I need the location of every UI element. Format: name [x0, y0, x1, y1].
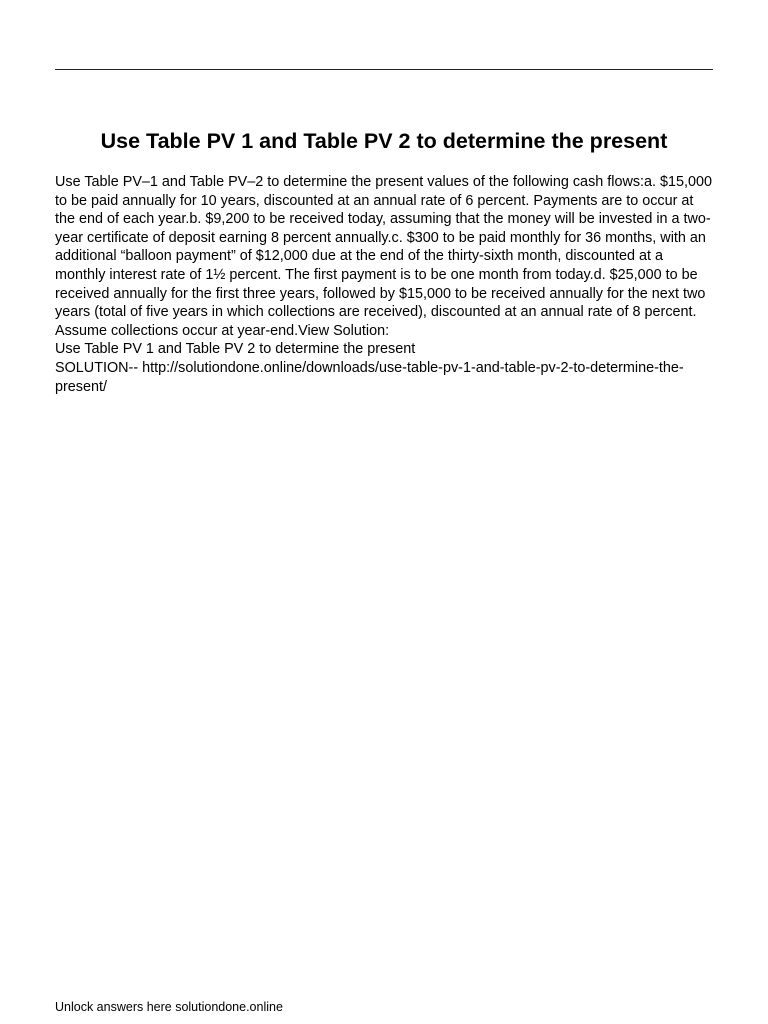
solution-title: Use Table PV 1 and Table PV 2 to determine the present	[55, 341, 416, 358]
footer-note[interactable]: Unlock answers here solutiondone.online	[55, 1000, 283, 1014]
question-text: Use Table PV–1 and Table PV–2 to determine the present values of the following cash flows:a. $15,000 to be paid annually for 10 years, discounted at an annual rate of 6 percent. Payments are to occur at the end of each year.b. $9,200 to be received today, assuming that the money will be invested in a two-year certificate of deposit earning 8 percent annually.c. $300 to be paid monthly for 36 months, with an additional “balloon payment” of $12,000 due at the end of the thirty-sixth month, discounted at a monthly interest rate of 1½ percent. The first payment is to be one month from today.d. $25,000 to be received annually for the first three years, followed by $15,000 to be received annually for the next two years (total of five years in which collections are received), discounted at an annual rate of 8 percent. Assume collections occur at year-end.View Solution:	[55, 174, 713, 339]
document-body	[55, 173, 715, 396]
page-title: Use Table PV 1 and Table PV 2 to determine the present	[100, 129, 668, 153]
header-divider	[55, 69, 713, 70]
solution-link[interactable]: SOLUTION-- http://solutiondone.online/downloads/use-table-pv-1-and-table-pv-2-to-determine-the-present/	[55, 359, 684, 395]
